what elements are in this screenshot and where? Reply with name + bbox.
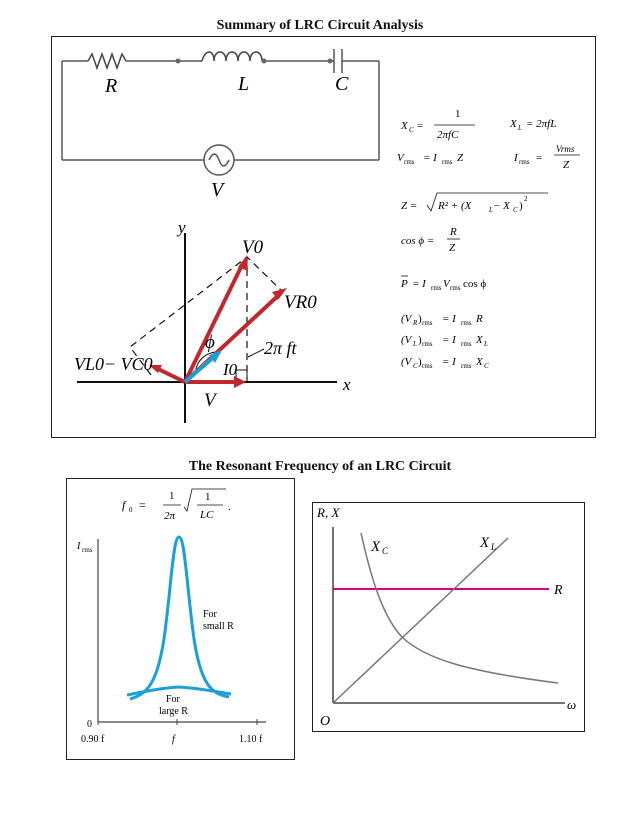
- xc-symbol: X: [401, 120, 408, 132]
- irms-numerator: Vrms: [556, 144, 575, 154]
- angle-pointer: [248, 349, 264, 357]
- resistor-label: R: [105, 75, 118, 97]
- rms-subscript: rms: [422, 362, 433, 370]
- vrms-rhs-z: Z: [457, 152, 464, 164]
- equals-sign: =: [536, 152, 543, 164]
- f0-numerator: 1: [169, 490, 175, 502]
- xl-line: [333, 538, 508, 703]
- summary-title: Summary of LRC Circuit Analysis: [216, 18, 424, 33]
- vrms-subscript: rms: [404, 158, 415, 166]
- tick-label-center: f: [172, 734, 175, 745]
- rms-subscript: rms: [422, 319, 433, 327]
- summary-figure: [52, 37, 595, 437]
- rms-subscript: rms: [450, 284, 461, 292]
- irms-subscript: rms: [519, 158, 530, 166]
- f0-subscript: 0: [129, 506, 133, 514]
- equals-sign: =: [139, 498, 146, 512]
- junction-dot: [262, 59, 267, 64]
- rms-subscript: rms: [461, 362, 472, 370]
- irms-axis-sub: rms: [82, 546, 93, 554]
- xc-subscript: C: [382, 546, 389, 556]
- zero-tick: 0: [87, 719, 92, 730]
- power-cos: cos ϕ: [463, 278, 487, 290]
- resonant-title: The Resonant Frequency of an LRC Circuit: [188, 459, 452, 474]
- resonance-panel: [66, 478, 295, 760]
- circuit-diagram: [62, 49, 379, 175]
- irms-inline-sub: rms: [442, 158, 453, 166]
- z-radicand-2: − X: [493, 200, 510, 212]
- paren: ): [418, 313, 422, 325]
- vl-subscript: L: [413, 340, 417, 348]
- vc-subscript: C: [413, 362, 418, 370]
- xl-symbol: X: [510, 118, 517, 130]
- paren: ): [418, 334, 422, 346]
- resonance-figure: [67, 479, 294, 759]
- vr-rhs-r: R: [476, 313, 483, 325]
- omega-label: ω: [567, 697, 577, 712]
- xc-subscript: C: [484, 362, 489, 370]
- power-symbol: P: [401, 278, 408, 290]
- z-radicand: R² + (X: [438, 200, 472, 212]
- xc-curve: [361, 533, 558, 683]
- cos-numerator: R: [450, 226, 457, 238]
- equals-sign: =: [417, 120, 424, 132]
- cos-lhs: cos ϕ =: [401, 235, 435, 247]
- v0-label: V0: [242, 237, 264, 258]
- rms-subscript: rms: [431, 284, 442, 292]
- rms-subscript: rms: [461, 340, 472, 348]
- vl-lhs: (V: [401, 334, 412, 346]
- formula-block: [397, 108, 580, 370]
- rx-axis-label: R, X: [317, 505, 340, 520]
- irms-denominator: Z: [563, 159, 570, 171]
- capacitor-label: C: [335, 73, 349, 95]
- origin-label: O: [320, 714, 331, 729]
- xl-label: X: [480, 535, 490, 551]
- rms-subscript: rms: [461, 319, 472, 327]
- omega-t-label: 2π ft: [264, 338, 297, 358]
- tick-label-high: 1.10 f: [239, 734, 263, 745]
- r-label: R: [554, 583, 563, 598]
- vr-rhs: = I: [442, 313, 456, 325]
- xl-subscript: L: [491, 542, 497, 552]
- large-r-label-2: large R: [159, 706, 188, 717]
- xl-subscript: L: [518, 124, 522, 132]
- vc-rhs-x: X: [476, 356, 483, 368]
- xl-rhs: = 2πfL: [526, 118, 557, 130]
- large-r-label: For: [166, 694, 180, 705]
- xc-subscript: C: [409, 126, 414, 134]
- summary-panel: [51, 36, 596, 438]
- reactance-figure: [313, 503, 584, 731]
- z-radicand-3: ): [519, 200, 523, 212]
- xc-denominator: 2πfC: [437, 129, 459, 141]
- vr-subscript: R: [413, 319, 418, 327]
- axis-x-label: x: [343, 375, 351, 394]
- lc-numerator: 1: [205, 491, 211, 503]
- irms-symbol: I: [514, 152, 518, 164]
- xl-subscript: L: [489, 206, 493, 214]
- xl-subscript: L: [484, 340, 488, 348]
- period: .: [228, 501, 231, 513]
- xc-numerator: 1: [455, 108, 461, 120]
- source-label: V: [211, 179, 224, 201]
- vl-rhs: = I: [442, 334, 456, 346]
- axis-y-label: y: [178, 218, 186, 237]
- xc-subscript: C: [513, 206, 518, 214]
- small-r-label-2: small R: [203, 621, 234, 632]
- phi-label: ϕ: [205, 332, 215, 353]
- vr0-label: VR0: [284, 292, 317, 313]
- junction-dot: [328, 59, 333, 64]
- vrms-rhs: = I: [423, 152, 437, 164]
- power-rhs: = I: [412, 278, 426, 290]
- z-lhs: Z =: [401, 200, 418, 212]
- junction-dot: [176, 59, 181, 64]
- square-exponent: 2: [524, 195, 528, 203]
- vrms-symbol: V: [397, 152, 404, 164]
- tick-label-low: 0.90 f: [81, 734, 105, 745]
- f0-symbol: f: [122, 498, 126, 512]
- irms-axis-label: I: [77, 541, 81, 552]
- inductor-label: L: [238, 73, 250, 95]
- i0-label: I0: [223, 360, 238, 379]
- vr-lhs: (V: [401, 313, 412, 325]
- power-rhs-v: V: [443, 278, 450, 290]
- paren: ): [418, 356, 422, 368]
- v-phasor-label: V: [204, 390, 216, 411]
- rms-subscript: rms: [422, 340, 433, 348]
- cos-denominator: Z: [449, 242, 456, 254]
- vl-rhs-x: X: [476, 334, 483, 346]
- f0-denominator: 2π: [164, 510, 176, 522]
- small-r-label: For: [203, 609, 217, 620]
- reactance-panel: [312, 502, 585, 732]
- lc-denominator: LC: [200, 509, 214, 521]
- vc-rhs: = I: [442, 356, 456, 368]
- xc-label: X: [371, 539, 381, 555]
- vlc-label: VL0− VC0: [74, 354, 153, 374]
- vc-lhs: (V: [401, 356, 412, 368]
